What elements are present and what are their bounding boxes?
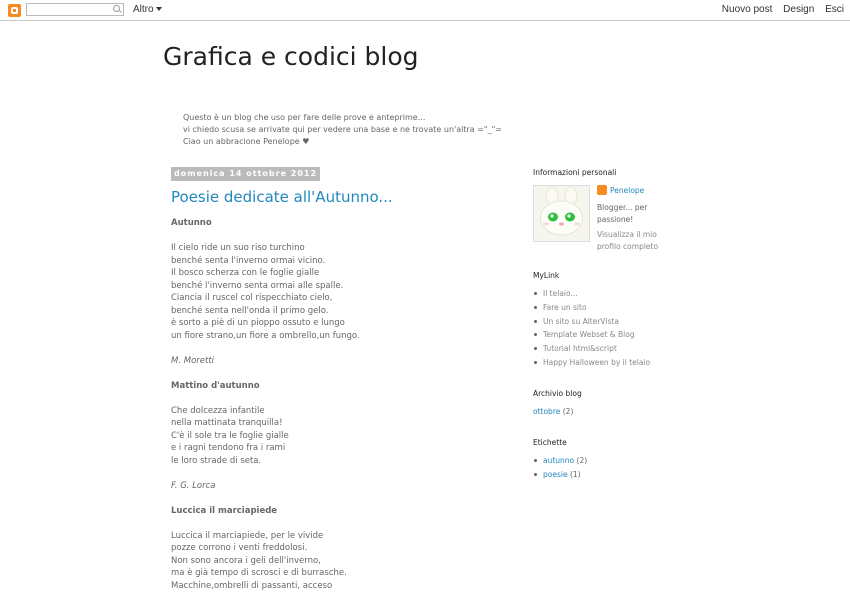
search-icon[interactable] [113, 5, 120, 12]
navbar-actions [714, 4, 844, 15]
profile-name-link[interactable]: Penelope [610, 186, 645, 195]
post-date: domenica 14 ottobre 2012 [171, 167, 320, 181]
poem-title: Luccica il marciapiede [171, 505, 278, 516]
poem-line: Il bosco scherza con le foglie gialle [171, 268, 320, 278]
description-line: vi chiedo scusa se arrivate qui per vedere una base e ne trovate un'altra ="_"= [183, 125, 502, 134]
poem-line: le loro strade di seta. [171, 455, 262, 466]
caret-down-icon [156, 7, 162, 11]
poem-author: M. Moretti [171, 355, 215, 366]
post-body [171, 217, 501, 605]
poem-stanza [171, 405, 501, 468]
poem-line: benché l'inverno senta ormai alle spalle. [171, 280, 344, 291]
label-link[interactable]: poesie [543, 469, 568, 479]
list-item [533, 454, 683, 468]
view-profile-link[interactable]: Visualizza il mio profilo completo [597, 230, 659, 251]
poem-line: Luccica il marciapiede, per le vivide [171, 530, 324, 541]
poem-line: ma è già tempo di scrosci e di burrasche. [171, 568, 347, 578]
list-item[interactable]: Template Webset & Blog [533, 328, 683, 342]
poem-line: è sorto a piè di un pioppo ossuto e lungo [171, 318, 345, 328]
list-item[interactable]: Happy Halloween by il telaio [533, 356, 683, 370]
poem-line: e i ragni tendono fra i rami [171, 443, 286, 453]
design-link[interactable]: Design [783, 4, 815, 15]
altro-menu[interactable] [133, 4, 162, 15]
label-count: (2) [576, 456, 588, 465]
widget-title: Etichette [533, 438, 567, 447]
widget-title: Archivio blog [533, 389, 582, 398]
poem-line: Non sono ancora i geli dell'inverno, [171, 555, 321, 566]
label-count: (1) [569, 469, 581, 479]
bunny-avatar-icon [534, 186, 589, 241]
poem-line: Macchine,ombrelli di passanti, acceso [171, 580, 333, 591]
archive-widget [533, 389, 683, 416]
labels-list [533, 454, 683, 482]
poem-line: Che dolcezza infantile [171, 405, 265, 416]
poem-stanza [171, 530, 501, 593]
list-item[interactable]: Il telaio... [533, 287, 683, 301]
poem-line: C'è il sole tra le foglie gialle [171, 430, 289, 441]
blogger-profile-icon [597, 185, 607, 195]
poem-title: Mattino d'autunno [171, 380, 260, 391]
altro-label: Altro [133, 4, 154, 15]
archive-count: (2) [562, 407, 574, 416]
avatar[interactable] [533, 185, 590, 242]
profile-about: Blogger... per passione! [597, 203, 648, 224]
widget-title: Informazioni personali [533, 168, 617, 177]
list-item[interactable]: Un sito su AlterVista [533, 315, 683, 329]
logout-link[interactable]: Esci [825, 4, 844, 15]
poem-line: un fiore strano,un fiore a ombrello,un fungo. [171, 330, 360, 341]
poem-author: F. G. Lorca [171, 480, 216, 491]
list-item[interactable]: Fare un sito [533, 301, 683, 315]
archive-entry [533, 407, 683, 416]
poem-title: Autunno [171, 218, 212, 228]
blog-description [183, 112, 502, 148]
list-item [533, 468, 683, 482]
poem-line: benché senta l'inverno ormai vicino. [171, 255, 326, 266]
poem-stanza [171, 242, 501, 342]
post-title[interactable]: Poesie dedicate all'Autunno... [171, 188, 393, 206]
new-post-link[interactable]: Nuovo post [721, 4, 773, 15]
mylink-list [533, 287, 683, 370]
labels-widget [533, 438, 683, 482]
navbar [0, 0, 850, 21]
poem-line: Il cielo ride un suo riso turchino [171, 243, 305, 253]
blog-title[interactable]: Grafica e codici blog [163, 42, 419, 71]
blogger-logo-icon[interactable] [8, 4, 21, 17]
mylink-widget [533, 271, 683, 370]
search-input[interactable] [26, 3, 124, 16]
poem-line: Ciancia il ruscel col rispecchiato cielo, [171, 293, 333, 303]
archive-month-link[interactable]: ottobre [533, 407, 561, 416]
label-link[interactable]: autunno [543, 456, 575, 465]
description-line: Ciao un abbracione Penelope ♥ [183, 137, 310, 146]
widget-title: MyLink [533, 271, 560, 280]
description-line: Questo è un blog che uso per fare delle prove e anteprime... [183, 113, 426, 122]
list-item[interactable]: Tutorial html&script [533, 342, 683, 356]
poem-line: pozze corrono i venti freddolosi. [171, 543, 308, 553]
profile-widget [533, 168, 683, 263]
poem-line: nella mattinata tranquilla! [171, 418, 283, 428]
poem-line: benché senta nell'onda il primo gelo. [171, 305, 329, 316]
